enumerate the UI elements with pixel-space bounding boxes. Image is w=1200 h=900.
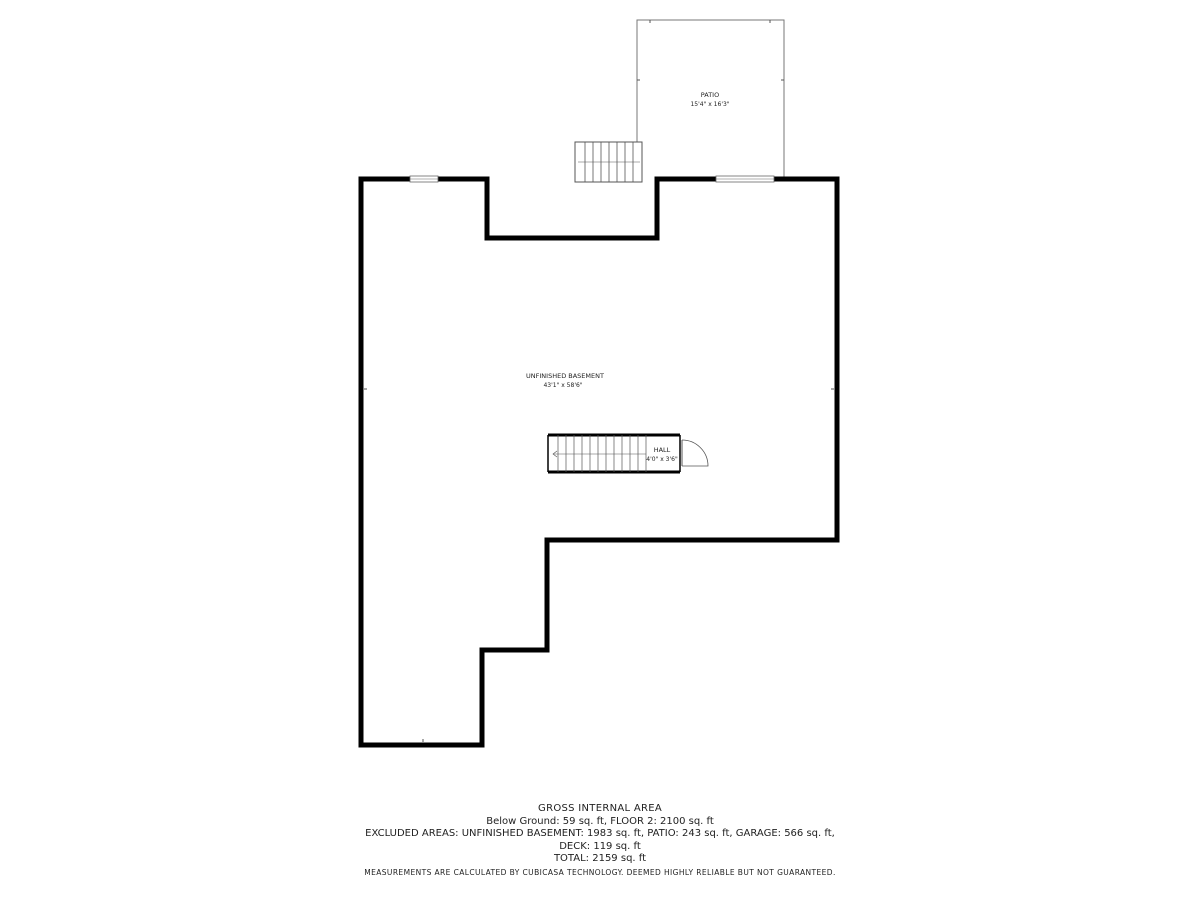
- hall-name: HALL: [653, 446, 671, 454]
- area-summary: [0, 803, 1200, 879]
- patio-door: [716, 176, 774, 182]
- patio-name: PATIO: [700, 91, 720, 99]
- patio-dims: 15'4" x 16'3": [690, 101, 730, 108]
- basement-dims: 43'1" x 58'6": [543, 382, 583, 389]
- basement-name: UNFINISHED BASEMENT: [526, 372, 604, 380]
- summary-line: EXCLUDED AREAS: UNFINISHED BASEMENT: 1983 sq. ft, PATIO: 243 sq. ft, GARAGE: 566 sq. ft,: [365, 828, 835, 839]
- summary-line: Below Ground: 59 sq. ft, FLOOR 2: 2100 sq. ft: [486, 815, 714, 827]
- summary-line: DECK: 119 sq. ft: [559, 840, 641, 852]
- basement-walls: [361, 179, 837, 745]
- window: [410, 176, 438, 182]
- hall-door: [682, 440, 708, 466]
- disclaimer: MEASUREMENTS ARE CALCULATED BY CUBICASA TECHNOLOGY. DEEMED HIGHLY RELIABLE BUT NOT GUARANTEED.: [364, 867, 836, 877]
- summary-title: GROSS INTERNAL AREA: [538, 803, 662, 814]
- hall-dims: 4'0" x 3'6": [646, 456, 678, 463]
- summary-total: TOTAL: 2159 sq. ft: [553, 853, 647, 864]
- patio-outline: [637, 20, 784, 180]
- exterior-stairs: [575, 142, 642, 182]
